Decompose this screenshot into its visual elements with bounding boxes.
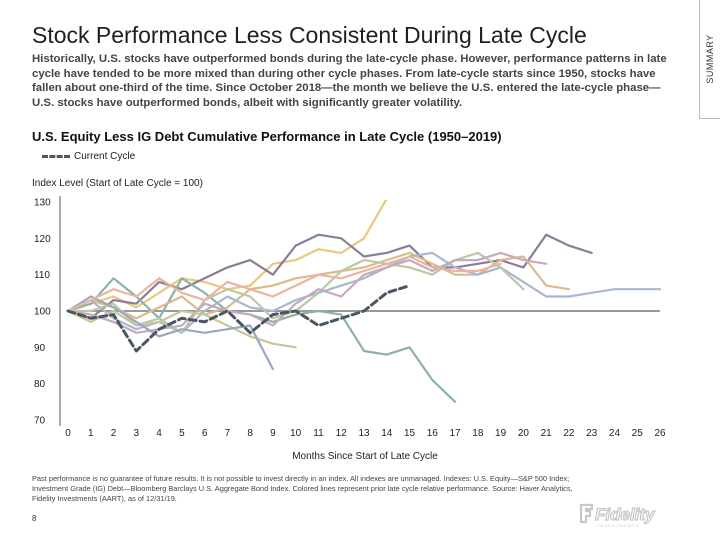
x-tick-label: 22 xyxy=(563,428,575,439)
x-tick-label: 18 xyxy=(472,428,484,439)
x-tick-label: 3 xyxy=(133,428,140,439)
y-tick-label: 90 xyxy=(34,342,46,354)
y-axis-label: Index Level (Start of Late Cycle = 100) xyxy=(32,178,203,189)
x-tick-label: 8 xyxy=(247,428,253,439)
x-tick-label: 20 xyxy=(517,428,529,439)
legend-label-current-cycle: Current Cycle xyxy=(74,151,136,162)
svg-text:INVESTMENTS: INVESTMENTS xyxy=(598,523,640,528)
x-tick-label: 1 xyxy=(87,428,94,439)
x-tick-label: 10 xyxy=(290,428,302,439)
series-line-prior-cycle-1 xyxy=(68,198,387,311)
x-tick-label: 19 xyxy=(495,428,507,439)
svg-text:Fidelity: Fidelity xyxy=(595,505,655,524)
chart-title: U.S. Equity Less IG Debt Cumulative Performance in Late Cycle (1950–2019) xyxy=(32,129,502,144)
page-title: Stock Performance Less Consistent During Late Cycle xyxy=(32,22,587,48)
y-tick-label: 130 xyxy=(34,197,51,209)
x-tick-label: 13 xyxy=(358,428,370,439)
x-tick-label: 24 xyxy=(608,428,621,439)
y-tick-label: 120 xyxy=(34,233,51,245)
x-tick-label: 16 xyxy=(426,428,438,439)
x-tick-label: 25 xyxy=(631,428,643,439)
x-tick-label: 17 xyxy=(449,428,461,439)
x-tick-label: 15 xyxy=(403,428,416,439)
page-number: 8 xyxy=(32,514,37,523)
x-tick-label: 12 xyxy=(335,428,347,439)
x-tick-label: 21 xyxy=(540,428,552,439)
page-subtitle: Historically, U.S. stocks have outperformed bonds during the late-cycle phase. However, performance patterns in late cycle have tended to be more mixed than during other cycle phases. From late-cycle starts since 1950, stocks have fallen about one-third of the time. Since October 2018—the month we believe the U.S. entered the late-cycle phase—U.S. stocks have outperformed bonds, albeit with significantly greater volatility. xyxy=(32,53,667,109)
summary-tab-label: SUMMARY xyxy=(705,34,715,84)
x-tick-label: 26 xyxy=(654,428,666,439)
footnote: Past performance is no guarantee of future results. It is not possible to invest directly in an index. All indexes are unmanaged. Indexes: U.S. Equity—S&P 500 Index; Investment Grade (IG) Debt—Bloomberg Barclays U.S. Aggregate Bond Index. Colored lines represent prior late cycle relative performance. Source: Haver Analytics, Fidelity Investments (AART), as of 12/31/19. xyxy=(32,474,573,503)
x-tick-label: 6 xyxy=(201,428,208,439)
x-tick-label: 2 xyxy=(110,428,117,439)
x-tick-label: 4 xyxy=(156,428,162,439)
series-line-prior-cycle-5 xyxy=(68,253,660,333)
fidelity-logo xyxy=(578,502,690,528)
x-tick-label: 9 xyxy=(270,428,276,439)
y-tick-label: 100 xyxy=(34,306,51,318)
x-tick-label: 5 xyxy=(179,428,185,439)
x-tick-label: 11 xyxy=(313,428,324,439)
y-tick-label: 80 xyxy=(34,379,46,391)
y-tick-label: 110 xyxy=(34,270,50,282)
x-tick-label: 14 xyxy=(381,428,393,439)
x-axis-label: Months Since Start of Late Cycle xyxy=(292,451,438,462)
series-group xyxy=(68,198,660,401)
x-tick-label: 7 xyxy=(224,428,231,439)
x-tick-label: 0 xyxy=(65,428,71,439)
y-tick-label: 70 xyxy=(34,415,46,427)
x-tick-label: 23 xyxy=(586,428,598,439)
